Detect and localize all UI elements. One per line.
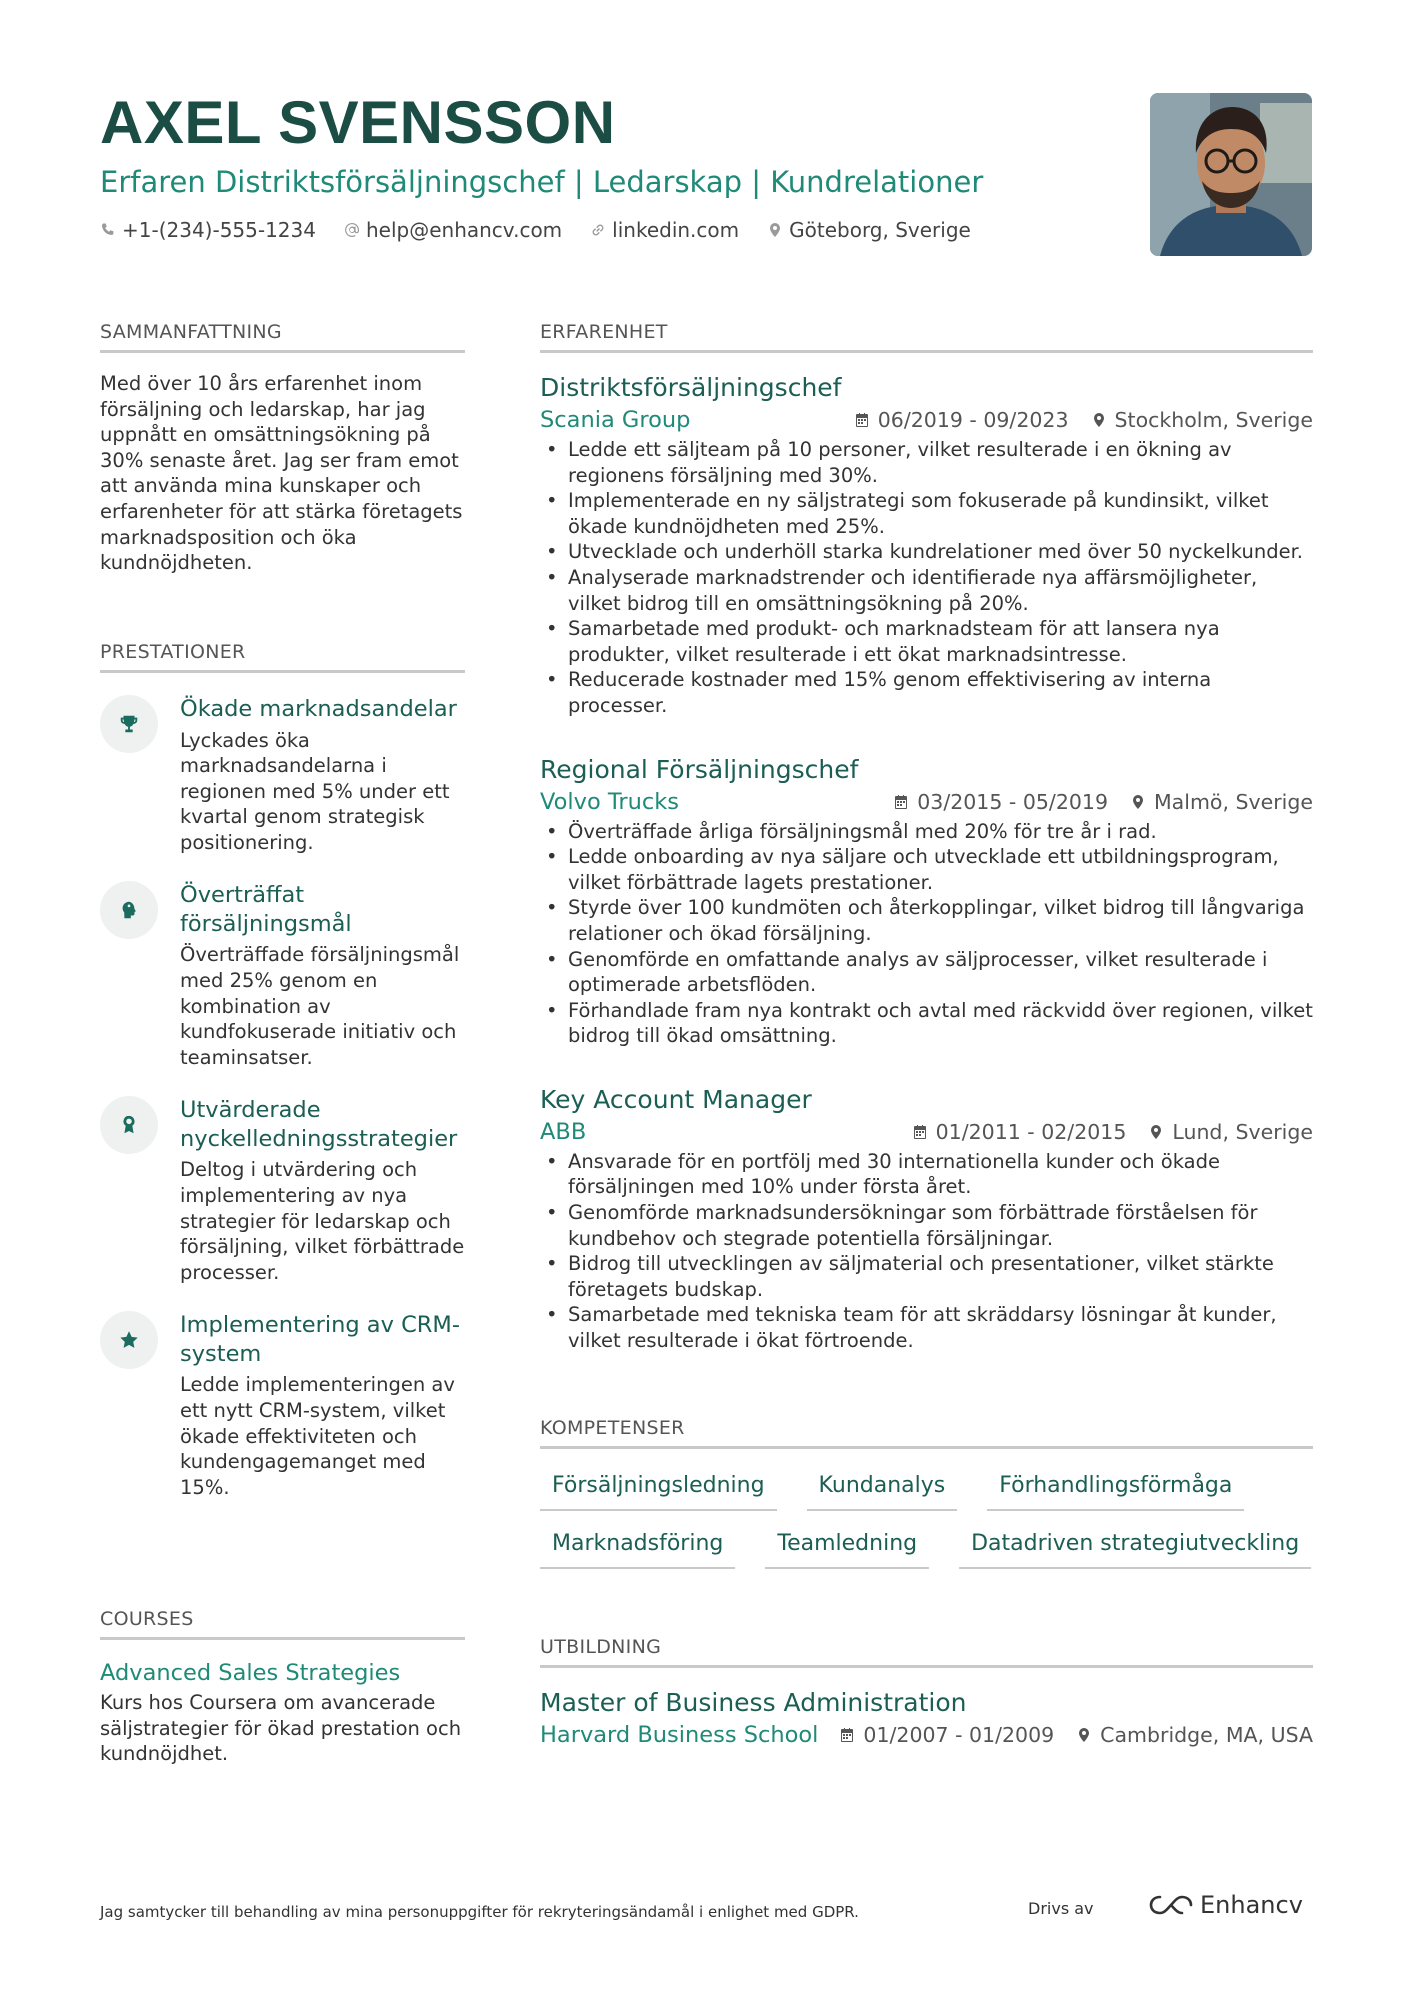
location-pin-icon [1091, 412, 1107, 428]
achievement-title: Utvärderade nyckelledningsstrategier [180, 1097, 458, 1152]
courses-heading: COURSES [100, 1607, 465, 1640]
achievement-desc: Lyckades öka marknadsandelarna i regionen med 5% under ett kvartal genom strategisk positionering. [180, 728, 450, 854]
education-heading: UTBILDNING [540, 1635, 1313, 1668]
trophy-icon [118, 713, 140, 735]
education-meta [540, 1720, 1313, 1750]
achievement-icon-wrap [100, 881, 158, 939]
job-bullet: • Utvecklade och underhöll starka kundrelationer med över 50 nyckelkunder. [540, 539, 1313, 565]
calendar-icon [854, 412, 870, 428]
education-dates [839, 1720, 1054, 1750]
job-bullet: • Genomförde en omfattande analys av säljprocesser, vilket resulterade i optimerade arbetsflöden. [540, 947, 1313, 998]
job-dates-text: 01/2011 - 02/2015 [935, 1119, 1127, 1144]
skill-tag: Datadriven strategiutveckling [959, 1529, 1311, 1569]
course-desc: Kurs hos Coursera om avancerade säljstrategier för ökad prestation och kundnöjdhet. [100, 1691, 462, 1766]
star-icon [118, 1329, 140, 1351]
job-bullets [540, 819, 1313, 1049]
achievement-item [100, 1096, 465, 1285]
avatar-illustration [1150, 93, 1312, 256]
brand-logo[interactable] [1148, 1891, 1303, 1919]
education-dates-text: 01/2007 - 01/2009 [863, 1722, 1055, 1747]
job-meta [540, 405, 1313, 435]
resume-header [100, 88, 1100, 244]
brain-icon [118, 899, 140, 921]
achievement-title: Implementering av CRM-system [180, 1312, 460, 1367]
job-location-text: Lund, Sverige [1172, 1119, 1313, 1144]
courses-section [100, 1607, 465, 1767]
job-bullet: • Bidrog till utvecklingen av säljmaterial och presentationer, vilket stärkte företagets budskap. [540, 1251, 1313, 1302]
email-text: help@enhancv.com [365, 218, 563, 242]
job-bullet: • Ledde ett säljteam på 10 personer, vilket resulterade i en ökning av regionens försäljning med 30%. [540, 437, 1313, 488]
location-pin-icon [1130, 794, 1146, 810]
education-location-text: Cambridge, MA, USA [1100, 1722, 1313, 1747]
job-bullet: • Förhandlade fram nya kontrakt och avtal med räckvidd över regionen, vilket bidrog till ökad omsättning. [540, 998, 1313, 1049]
achievement-item [100, 881, 465, 1070]
job-bullet: • Styrde över 100 kundmöten och återkopplingar, vilket bidrog till långvariga relationer och ökad försäljning. [540, 895, 1313, 946]
contact-email[interactable] [344, 216, 562, 244]
at-icon [344, 222, 360, 238]
job-dates [854, 405, 1069, 435]
contact-phone[interactable] [100, 216, 316, 244]
location-pin-icon [1148, 1124, 1164, 1140]
summary-heading: SAMMANFATTNING [100, 320, 465, 353]
skill-tag: Teamledning [765, 1529, 929, 1569]
contact-row [100, 216, 1100, 244]
achievements-heading: PRESTATIONER [100, 640, 465, 673]
job-meta [540, 1117, 1313, 1147]
skill-tag: Kundanalys [807, 1471, 958, 1511]
enhancv-logo-icon [1148, 1893, 1194, 1917]
contact-location [767, 216, 971, 244]
linkedin-text: linkedin.com [612, 218, 740, 242]
school-name: Harvard Business School [540, 1721, 819, 1748]
achievement-item [100, 1311, 465, 1500]
job-entry [540, 371, 1313, 719]
job-title: Regional Försäljningschef [540, 754, 859, 784]
achievement-icon-wrap [100, 1311, 158, 1369]
job-location [1091, 405, 1313, 435]
job-bullet: • Ledde onboarding av nya säljare och utvecklade ett utbildningsprogram, vilket förbättrade lagets prestationer. [540, 844, 1313, 895]
achievement-title: Överträffat försäljningsmål [180, 882, 352, 937]
gdpr-consent: Jag samtycker till behandling av mina personuppgifter för rekryteringsändamål i enlighet med GDPR. [100, 1903, 859, 1921]
job-meta [540, 787, 1313, 817]
calendar-icon [839, 1727, 855, 1743]
contact-linkedin[interactable] [590, 216, 739, 244]
job-location-text: Malmö, Sverige [1154, 789, 1313, 814]
achievement-desc: Deltog i utvärdering och implementering av nya strategier för ledarskap och försäljning, vilket förbättrade processer. [180, 1158, 465, 1284]
job-bullets [540, 437, 1313, 719]
profile-photo [1150, 93, 1312, 256]
link-icon [590, 222, 606, 238]
phone-icon [100, 222, 116, 238]
job-bullet: • Genomförde marknadsundersökningar som förbättrade förståelsen för kundbehov och stegrade potentiella försäljningar. [540, 1200, 1313, 1251]
calendar-icon [912, 1124, 928, 1140]
location-pin-icon [1076, 1727, 1092, 1743]
achievement-desc: Ledde implementeringen av ett nytt CRM-system, vilket ökade effektiviteten och kundengagemanget med 15%. [180, 1373, 455, 1499]
summary-text: Med över 10 års erfarenhet inom försäljning och ledarskap, har jag uppnått en omsättningsökning på 30% senaste året. Jag ser fram emot att använda mina kunskaper och erfarenheter för att stärka företagets marknadsposition och öka kundnöjdheten. [100, 372, 463, 575]
skills-heading: KOMPETENSER [540, 1416, 1313, 1449]
location-text: Göteborg, Sverige [789, 218, 971, 242]
company-name: ABB [540, 1118, 587, 1145]
company-name: Scania Group [540, 407, 691, 433]
achievement-item [100, 695, 465, 855]
job-bullet: • Implementerade en ny säljstrategi som fokuserade på kundinsikt, vilket ökade kundnöjdheten med 25%. [540, 488, 1313, 539]
job-dates [912, 1117, 1127, 1147]
summary-section [100, 320, 465, 576]
phone-text: +1-(234)-555-1234 [122, 218, 316, 242]
job-location [1148, 1117, 1313, 1147]
main-column [540, 320, 1313, 1750]
skill-tag: Förhandlingsförmåga [987, 1471, 1244, 1511]
job-bullet: • Samarbetade med produkt- och marknadsteam för att lansera nya produkter, vilket resulterade i ett ökat marknadsintresse. [540, 616, 1313, 667]
achievement-icon-wrap [100, 695, 158, 753]
candidate-title: Erfaren Distriktsförsäljningschef | Ledarskap | Kundrelationer [100, 165, 984, 199]
job-bullet: • Analyserade marknadstrender och identifierade nya affärsmöjligheter, vilket bidrog till en omsättningsökning på 20%. [540, 565, 1313, 616]
job-entry [540, 1083, 1313, 1354]
job-dates-text: 03/2015 - 05/2019 [917, 789, 1108, 814]
skills-list [540, 1471, 1313, 1569]
job-title: Key Account Manager [540, 1084, 812, 1114]
job-dates-text: 06/2019 - 09/2023 [877, 408, 1069, 432]
job-dates [893, 787, 1108, 817]
job-bullets [540, 1149, 1313, 1354]
brand-name: Enhancv [1200, 1891, 1303, 1919]
skill-tag: Försäljningsledning [540, 1471, 777, 1511]
skill-tag: Marknadsföring [540, 1529, 735, 1569]
job-bullet: • Reducerade kostnader med 15% genom effektivisering av interna processer. [540, 667, 1313, 718]
candidate-name: AXEL SVENSSON [100, 89, 616, 156]
job-bullet: • Samarbetade med tekniska team för att skräddarsy lösningar åt kunder, vilket resulterade i ökat förtroende. [540, 1302, 1313, 1353]
achievement-icon-wrap [100, 1096, 158, 1154]
achievement-desc: Överträffade försäljningsmål med 25% genom en kombination av kundfokuserade initiativ och teaminsatser. [180, 943, 460, 1069]
job-bullet: • Ansvarade för en portfölj med 30 internationella kunder och ökade försäljningen med 10% under första året. [540, 1149, 1313, 1200]
location-pin-icon [767, 222, 783, 238]
experience-heading: ERFARENHET [540, 320, 1313, 353]
company-name: Volvo Trucks [540, 788, 679, 815]
education-location [1076, 1720, 1313, 1750]
job-location [1130, 787, 1313, 817]
job-location-text: Stockholm, Sverige [1114, 408, 1313, 432]
achievement-title: Ökade marknadsandelar [180, 696, 457, 722]
calendar-icon [893, 794, 909, 810]
job-entry [540, 753, 1313, 1049]
powered-by-label: Drivs av [1028, 1899, 1094, 1918]
course-title: Advanced Sales Strategies [100, 1660, 401, 1686]
job-title: Distriktsförsäljningschef [540, 373, 842, 402]
achievements-section [100, 640, 465, 1500]
job-bullet: • Överträffade årliga försäljningsmål med 20% för tre år i rad. [540, 819, 1313, 845]
degree-title: Master of Business Administration [540, 1687, 967, 1717]
award-icon [118, 1114, 140, 1136]
